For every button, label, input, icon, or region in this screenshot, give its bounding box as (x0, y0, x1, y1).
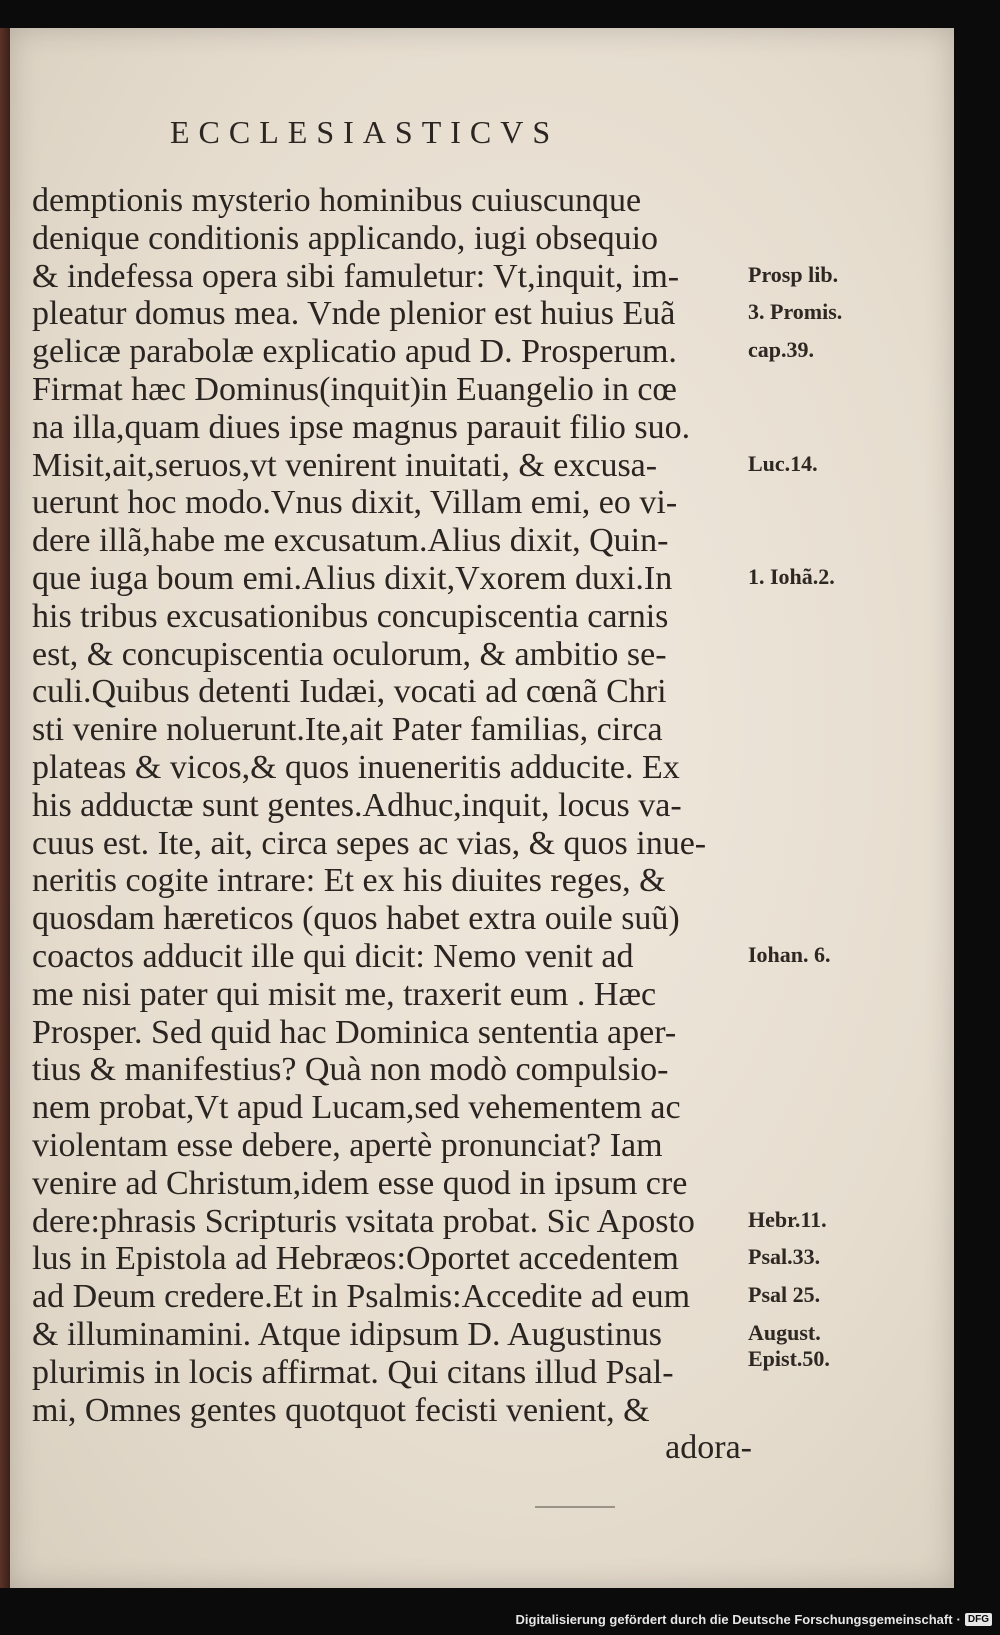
digitization-footer (516, 1612, 992, 1627)
text-line: me nisi pater qui misit me, traxerit eum . Hæc (32, 975, 657, 1013)
text-line: demptionis mysterio hominibus cuiuscunque (32, 182, 642, 219)
text-line: denique conditionis applicando, iugi obsequio (32, 219, 659, 257)
text-line: dere:phrasis Scripturis vsitata probat. Sic Aposto (32, 1202, 695, 1240)
text-line: ad Deum credere.Et in Psalmis:Accedite ad eum (32, 1278, 691, 1316)
text-line: Firmat hæc Dominus(inquit)in Euangelio in cœ (32, 370, 677, 408)
text-line: sti venire noluerunt.Ite,ait Pater familias, circa (32, 711, 663, 749)
marginal-note: Hebr.11. (748, 1206, 827, 1232)
text-line: coactos adducit ille qui dicit: Nemo venit ad (32, 937, 634, 975)
text-line: uerunt hoc modo.Vnus dixit, Villam emi, eo vi- (32, 484, 678, 522)
text-line: lus in Epistola ad Hebræos:Oportet accedentem (32, 1240, 679, 1278)
text-line: na illa,quam diues ipse magnus parauit filio suo. (32, 408, 691, 446)
dfg-logo: DFG (965, 1613, 992, 1626)
text-line: plateas & vicos,& quos inueneritis adducite. Ex (32, 748, 680, 786)
text-line: culi.Quibus detenti Iudæi, vocati ad cœnã Chri (32, 673, 667, 711)
marginal-note: August. (748, 1320, 821, 1345)
text-line: Prosper. Sed quid hac Dominica sententia aper- (32, 1013, 677, 1051)
text-line: est, & concupiscentia oculorum, & ambitio se- (32, 635, 667, 673)
text-line: tius & manifestius? Quà non modò compulsio- (32, 1051, 669, 1089)
text-line: venire ad Christum,idem esse quod in ipsum cre (32, 1164, 688, 1202)
text-line: & indefessa opera sibi famuletur: Vt,inquit, im- (32, 257, 680, 295)
footer-separator: · (956, 1612, 961, 1627)
text-line: mi, Omnes gentes quotquot fecisti venient, & (32, 1391, 650, 1429)
marginal-note: cap.39. (748, 337, 814, 363)
footer-text: Digitalisierung gefördert durch die Deutsche Forschungsgemeinschaft (515, 1612, 953, 1627)
text-line: pleatur domus mea. Vnde plenior est huius Euã (32, 295, 676, 333)
marginal-note: Prosp lib. (748, 261, 839, 287)
catchword: adora- (665, 1429, 752, 1467)
marginal-note: 1. Iohã.2. (748, 564, 835, 589)
text-line: que iuga boum emi.Alius dixit,Vxorem duxi.In (32, 559, 673, 597)
book-page (10, 28, 954, 1588)
marginal-note: 3. Promis. (748, 299, 843, 325)
text-line: quosdam hæreticos (quos habet extra ouile suũ) (32, 900, 680, 938)
marginal-note: Psal 25. (748, 1282, 821, 1308)
text-line: violentam esse debere, apertè pronunciat? Iam (32, 1126, 663, 1164)
marginal-note: Iohan. 6. (748, 942, 831, 967)
catchword-rule (535, 1506, 615, 1508)
text-line: neritis cogite intrare: Et ex his diuites reges, & (32, 862, 666, 900)
text-line: dere illã,habe me excusatum.Alius dixit, Quin- (32, 522, 669, 560)
body-text (32, 182, 752, 1467)
text-line: gelicæ parabolæ explicatio apud D. Prosperum. (32, 333, 677, 371)
text-line: & illuminamini. Atque idipsum D. Augustinus (32, 1315, 662, 1353)
marginal-note: Luc.14. (748, 450, 818, 476)
text-line: cuus est. Ite, ait, circa sepes ac vias, & quos inue- (32, 824, 707, 862)
running-head: ECCLESIASTICVS (170, 114, 560, 150)
text-line: plurimis in locis affirmat. Qui citans illud Psal- (32, 1353, 674, 1391)
text-line: nem probat,Vt apud Lucam,sed vehementem ac (32, 1089, 681, 1127)
text-line: his adductæ sunt gentes.Adhuc,inquit, locus va- (32, 786, 682, 824)
marginal-note: Psal.33. (748, 1244, 821, 1270)
marginal-note: Epist.50. (748, 1346, 830, 1372)
text-line: his tribus excusationibus concupiscentia carnis (32, 597, 669, 635)
text-line: Misit,ait,seruos,vt venirent inuitati, & excusa- (32, 446, 658, 484)
